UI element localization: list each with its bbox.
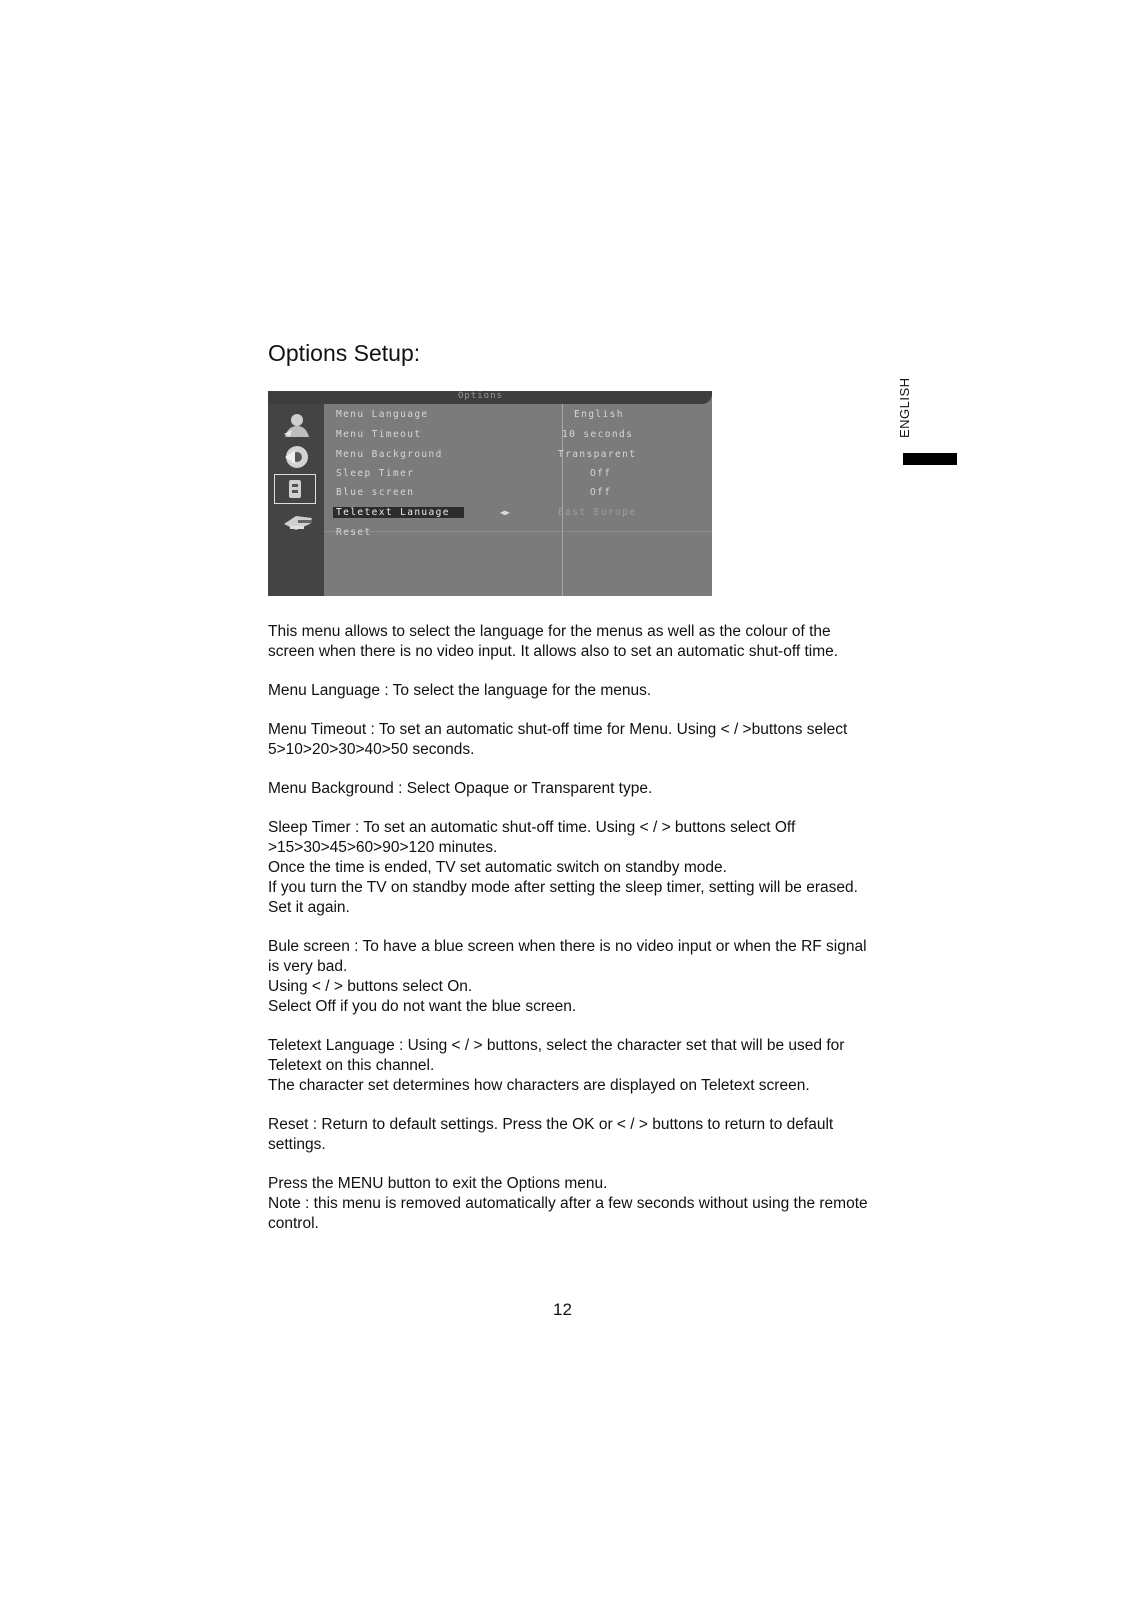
osd-row-menu-background: Menu Background: [336, 449, 443, 460]
menu-background-paragraph: Menu Background : Select Opaque or Transparent type.: [268, 780, 653, 797]
osd-value-sleep-timer: Off: [590, 468, 612, 479]
osd-row-blue-screen: Blue screen: [336, 487, 415, 498]
osd-row-reset: Reset: [336, 527, 372, 538]
body-text: [268, 622, 868, 1253]
osd-row-teletext-language: Teletext Lanuage: [333, 507, 464, 518]
options-icon: [274, 474, 316, 504]
teletext-language-paragraph: Teletext Language : Using < / > buttons, select the character set that will be used for Teletext on this channel. The character set determines how characters are displayed on Teletext screen.: [268, 1037, 845, 1094]
page-heading: Options Setup:: [268, 340, 421, 366]
osd-title: Options: [458, 391, 503, 401]
osd-title-bar: [268, 391, 712, 404]
user-icon: [282, 412, 312, 438]
language-side-label: ENGLISH: [897, 377, 912, 438]
page-number: 12: [553, 1300, 572, 1319]
menu-timeout-paragraph: Menu Timeout : To set an automatic shut-off time for Menu. Using < / >buttons select 5>10>20>30>40>50 seconds.: [268, 721, 848, 758]
osd-value-menu-timeout: 10 seconds: [562, 429, 634, 440]
disc-icon: [282, 444, 312, 470]
osd-row-sleep-timer: Sleep Timer: [336, 468, 415, 479]
osd-value-menu-language: English: [574, 409, 624, 420]
menu-language-paragraph: Menu Language : To select the language for the menus.: [268, 682, 652, 699]
osd-row-menu-timeout: Menu Timeout: [336, 429, 422, 440]
connector-icon: [282, 510, 312, 536]
sleep-timer-paragraph: Sleep Timer : To set an automatic shut-off time. Using < / > buttons select Off >15>30>45>60>90>120 minutes. Once the time is ended, TV set automatic switch on standby mode. If you turn the TV on standby mode after setting the sleep timer, setting will be erased. Set it again.: [268, 819, 858, 916]
osd-value-menu-background: Transparent: [558, 449, 637, 460]
osd-value-blue-screen: Off: [590, 487, 612, 498]
osd-value-teletext-language: East Europe: [558, 507, 637, 518]
left-right-arrows-icon: ◀▶: [500, 508, 510, 517]
blue-screen-paragraph: Bule screen : To have a blue screen when there is no video input or when the RF signal is very bad. Using < / > buttons select On. Select Off if you do not want the blue screen.: [268, 938, 867, 1015]
exit-note-paragraph: Press the MENU button to exit the Options menu. Note : this menu is removed automatically after a few seconds without using the remote control.: [268, 1175, 868, 1232]
osd-icon-column: [268, 404, 324, 596]
intro-paragraph: This menu allows to select the language for the menus as well as the colour of the screen when there is no video input. It allows also to set an automatic shut-off time.: [268, 623, 839, 660]
options-menu-screenshot: [268, 391, 712, 596]
osd-row-menu-language: Menu Language: [336, 409, 429, 420]
language-marker-bar: [903, 453, 957, 465]
reset-paragraph: Reset : Return to default settings. Press the OK or < / > buttons to return to default settings.: [268, 1116, 834, 1153]
osd-row-divider: [324, 531, 712, 532]
